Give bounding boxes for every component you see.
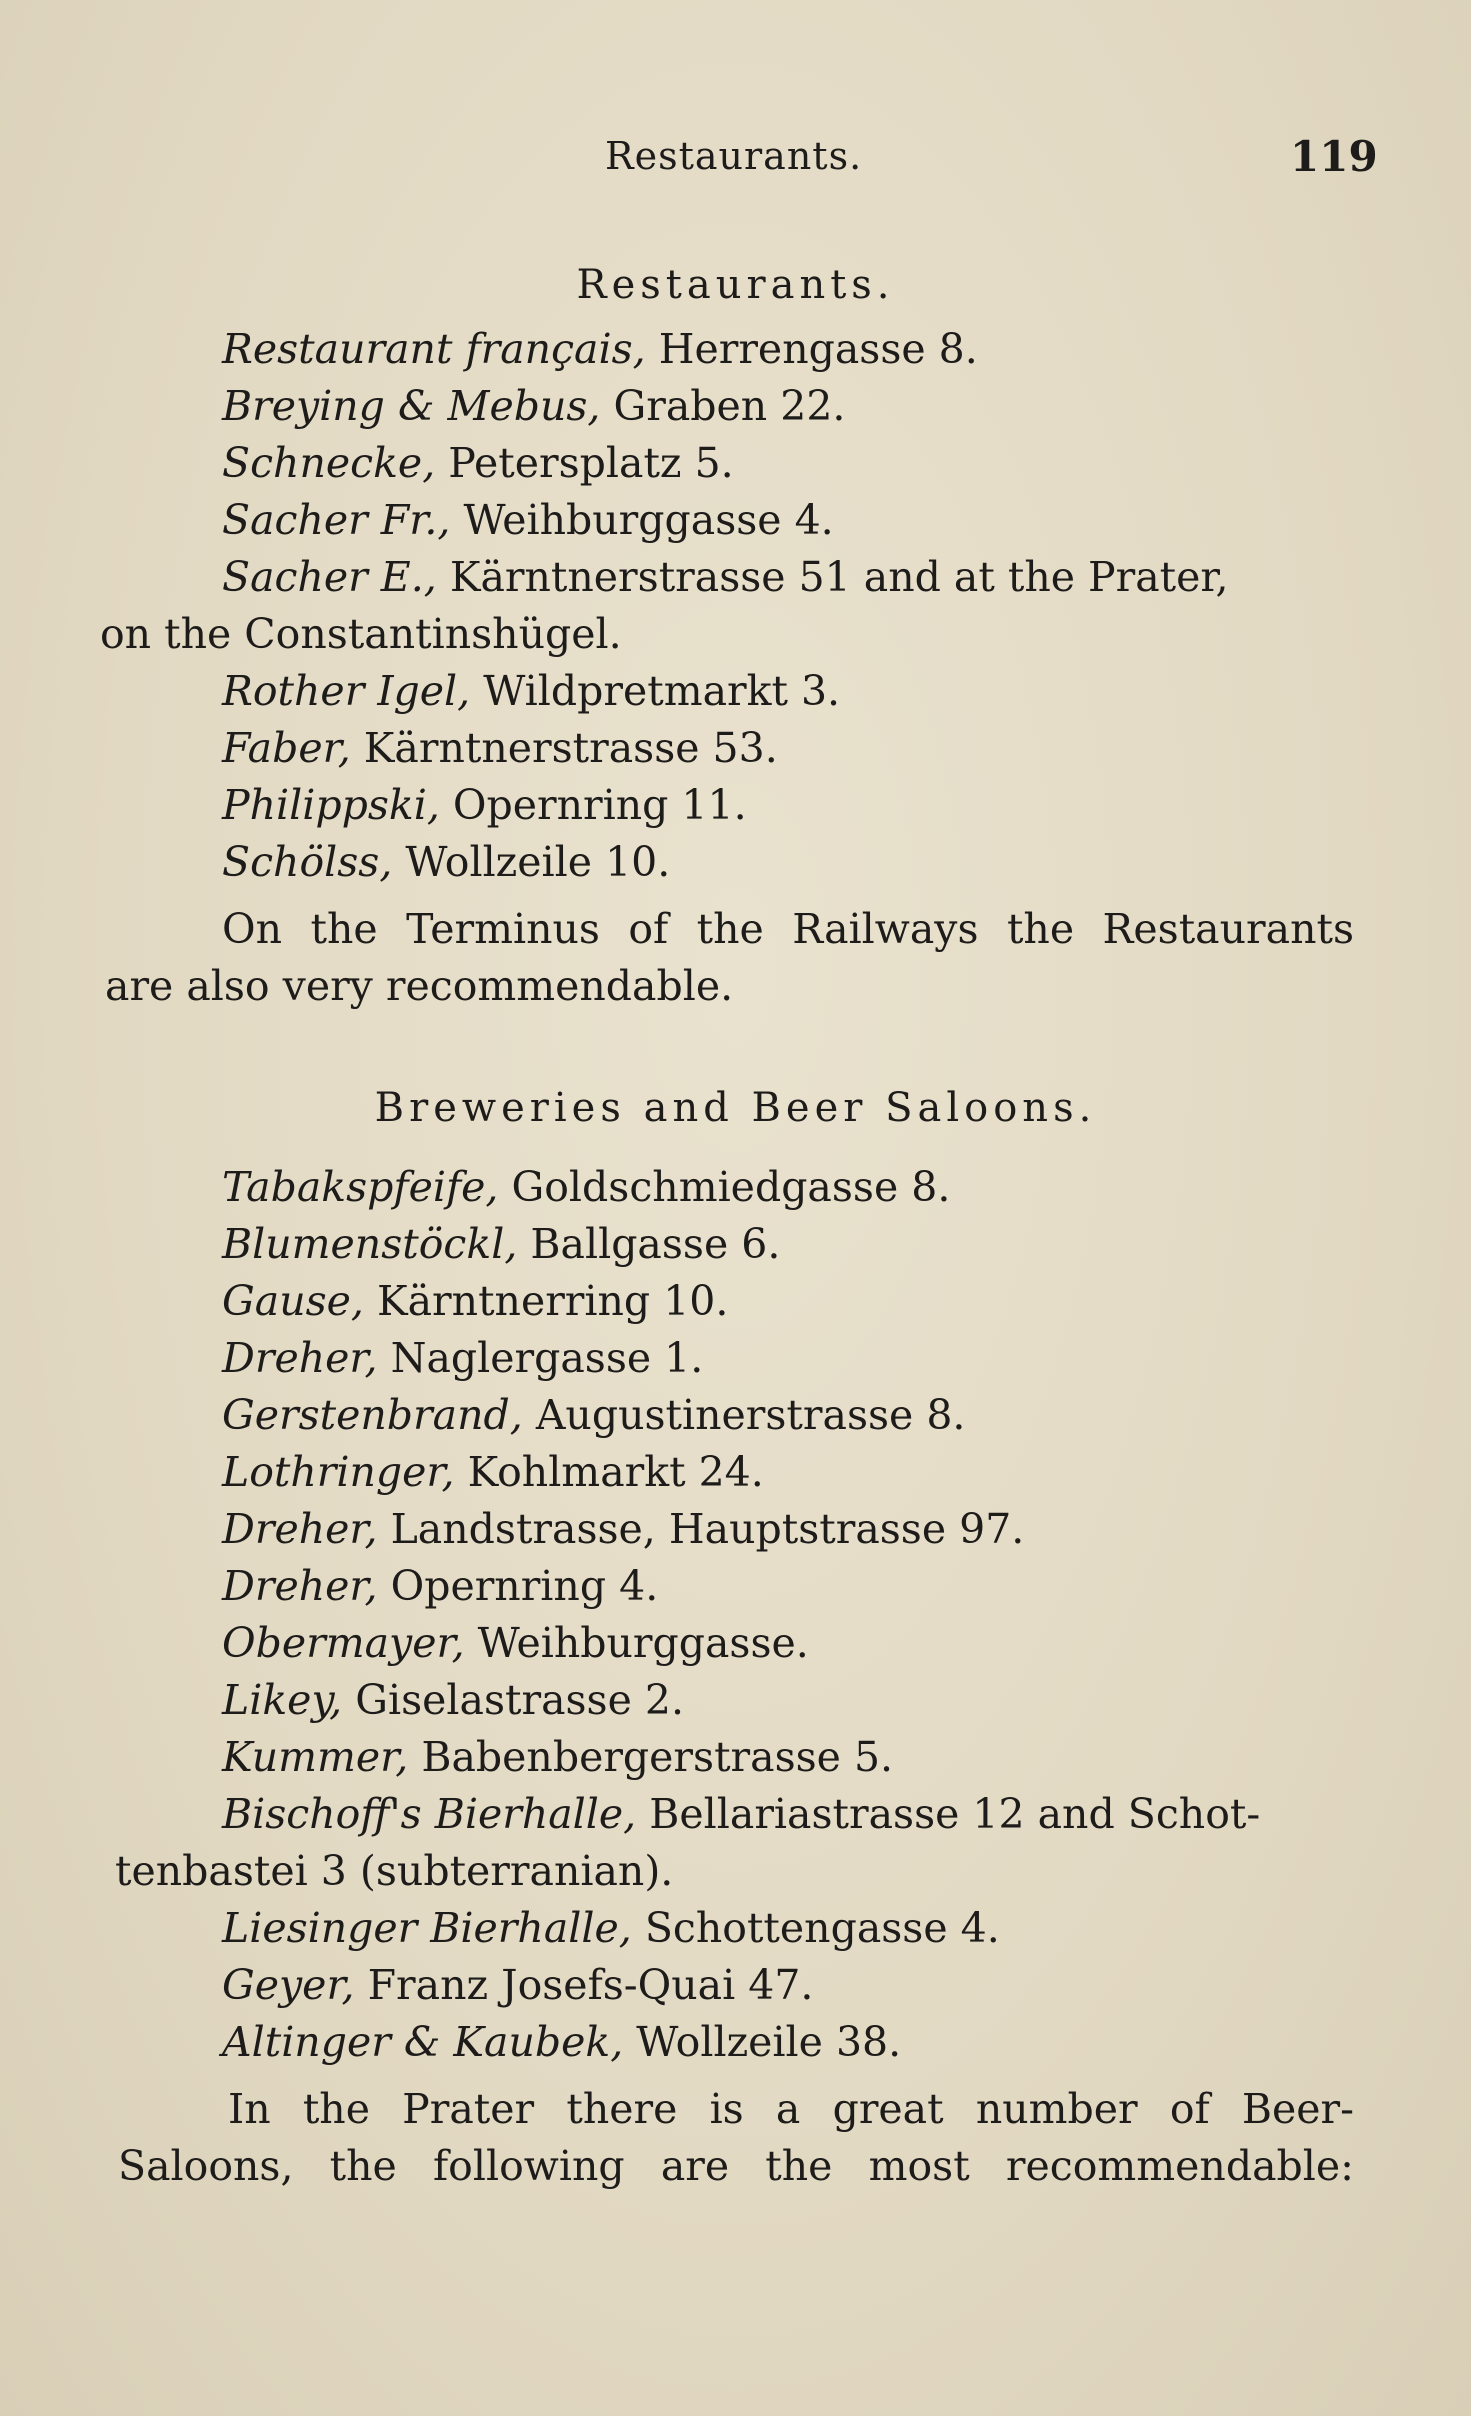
restaurant-entry-continuation: on the Constantinshügel. — [100, 610, 622, 658]
brewery-entry: Geyer, Franz Josefs-Quai 47. — [222, 1961, 814, 2009]
brewery-entry: Gause, Kärntnerring 10. — [222, 1277, 729, 1325]
restaurant-entry: Sacher Fr., Weihburggasse 4. — [222, 496, 834, 544]
restaurant-entry: Sacher E., Kärntnerstrasse 51 and at the Prater, — [222, 553, 1229, 601]
restaurants-note-line-1: On the Terminus of the Railways the Restaurants — [222, 905, 1354, 953]
restaurant-entry: Schölss, Wollzeile 10. — [222, 838, 671, 886]
running-head — [0, 134, 1471, 194]
restaurant-entry: Faber, Kärntnerstrasse 53. — [222, 724, 778, 772]
restaurants-heading: Restaurants. — [576, 262, 895, 308]
brewery-entry: Lothringer, Kohlmarkt 24. — [222, 1448, 764, 1496]
restaurant-entry: Philippski, Opernring 11. — [222, 781, 747, 829]
brewery-entry-continuation: tenbastei 3 (subterranian). — [115, 1847, 674, 1895]
brewery-entry: Blumenstöckl, Ballgasse 6. — [222, 1220, 781, 1268]
brewery-entry: Bischoff's Bierhalle, Bellariastrasse 12 and Schot- — [222, 1790, 1261, 1838]
brewery-entry: Dreher, Naglergasse 1. — [222, 1334, 704, 1382]
restaurant-entry: Breying & Mebus, Graben 22. — [222, 382, 846, 430]
breweries-note-line-2: Saloons, the following are the most recommendable: — [118, 2142, 1354, 2190]
restaurant-entry: Restaurant français, Herrengasse 8. — [222, 325, 978, 373]
breweries-heading: Breweries and Beer Saloons. — [374, 1085, 1097, 1131]
page-number: 119 — [1290, 132, 1378, 181]
restaurants-note-line-2: are also very recommendable. — [105, 962, 734, 1010]
brewery-entry: Gerstenbrand, Augustinerstrasse 8. — [222, 1391, 966, 1439]
brewery-entry: Liesinger Bierhalle, Schottengasse 4. — [222, 1904, 1000, 1952]
brewery-entry: Likey, Giselastrasse 2. — [222, 1676, 685, 1724]
brewery-entry: Tabakspfeife, Goldschmiedgasse 8. — [222, 1163, 951, 1211]
breweries-note-line-1: In the Prater there is a great number of Beer- — [228, 2085, 1354, 2133]
restaurant-entry: Schnecke, Petersplatz 5. — [222, 439, 734, 487]
brewery-entry: Altinger & Kaubek, Wollzeile 38. — [222, 2018, 902, 2066]
brewery-entry: Kummer, Babenbergerstrasse 5. — [222, 1733, 894, 1781]
brewery-entry: Dreher, Landstrasse, Hauptstrasse 97. — [222, 1505, 1025, 1553]
restaurant-entry: Rother Igel, Wildpretmarkt 3. — [222, 667, 841, 715]
brewery-entry: Obermayer, Weihburggasse. — [222, 1619, 809, 1667]
brewery-entry: Dreher, Opernring 4. — [222, 1562, 659, 1610]
running-title: Restaurants. — [605, 134, 863, 178]
